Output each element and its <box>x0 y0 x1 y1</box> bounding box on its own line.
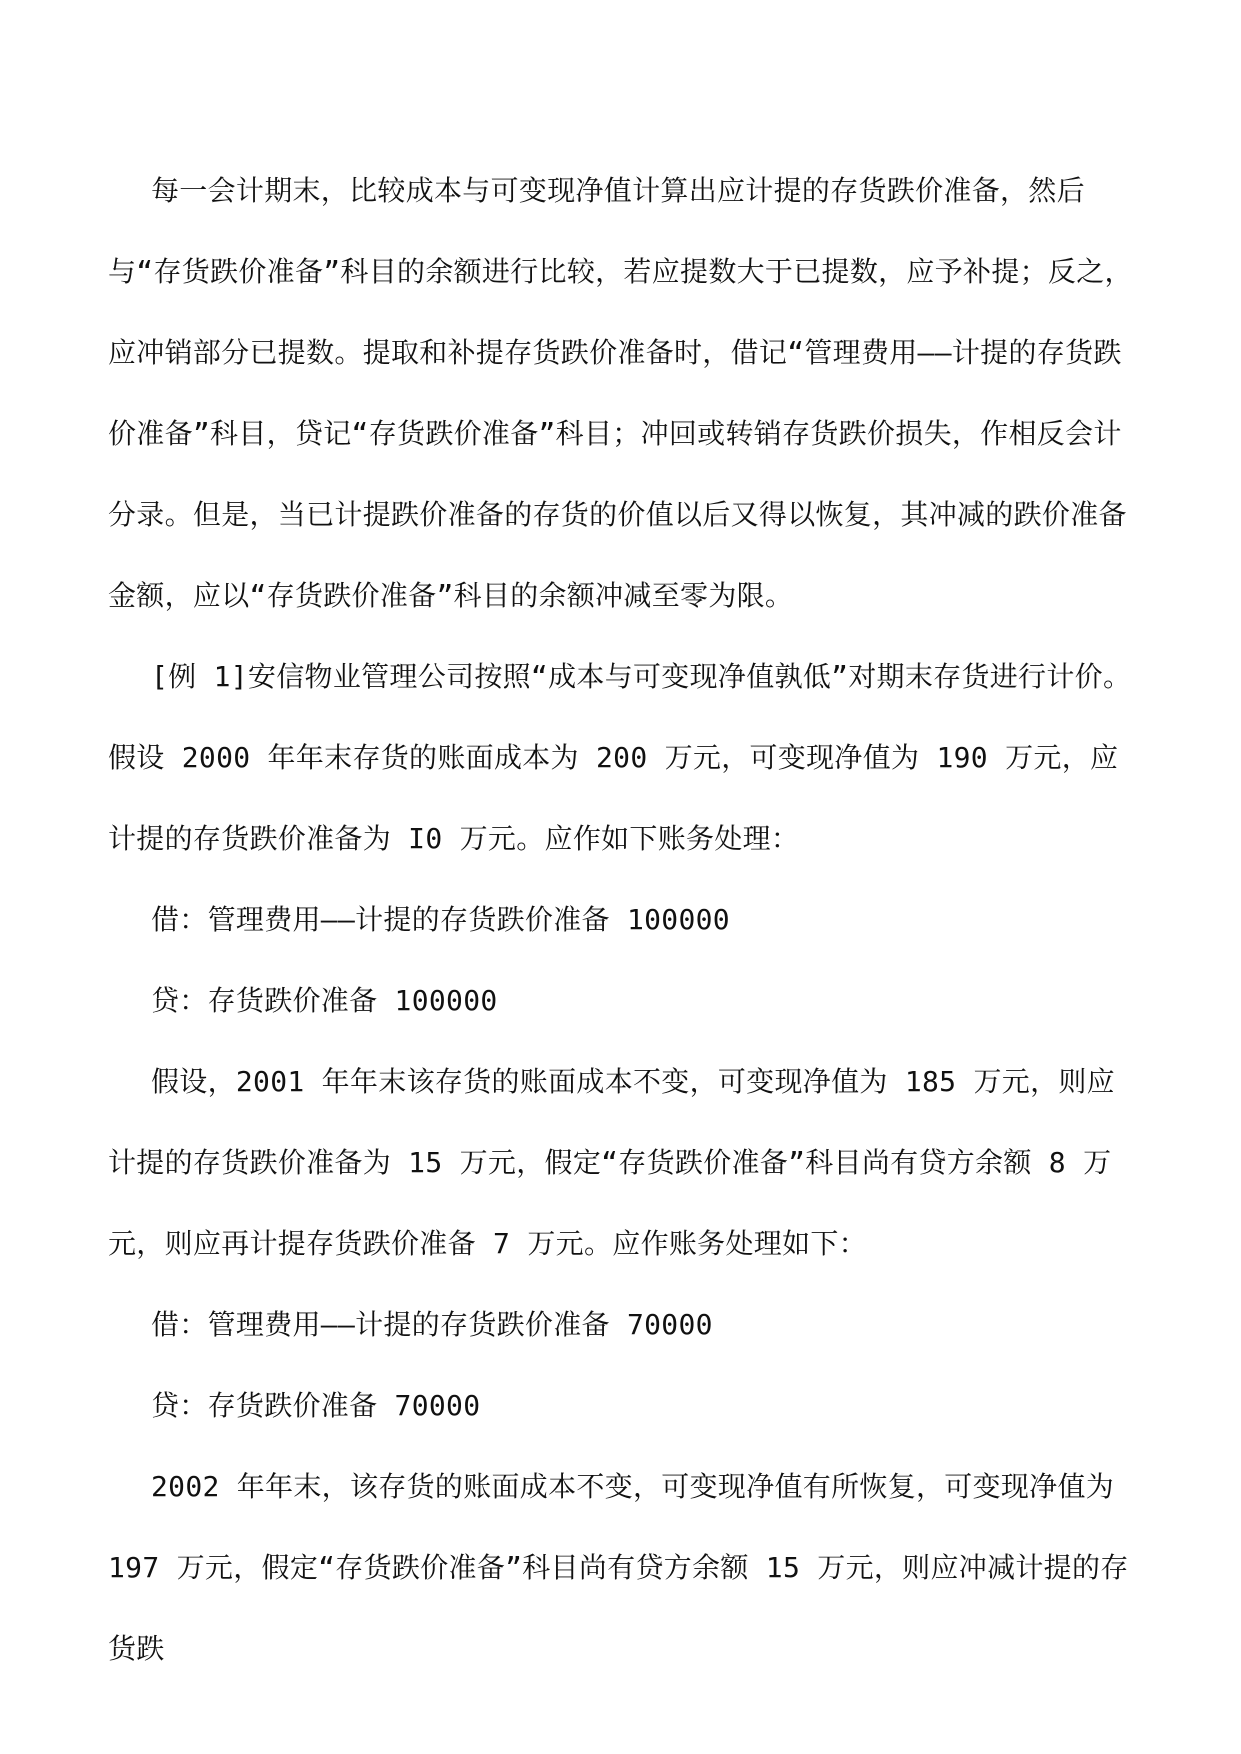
document-body <box>108 150 1140 1689</box>
journal-entry-debit-1: 借：管理费用——计提的存货跌价准备 100000 <box>151 903 730 936</box>
paragraph-inventory-provision-rule: 每一会计期末，比较成本与可变现净值计算出应计提的存货跌价准备，然后与“存货跌价准备”科目的余额进行比较，若应提数大于已提数，应予补提；反之，应冲销部分已提数。提取和补提存货跌价准备时，借记“管理费用——计提的存货跌价准备”科目，贷记“存货跌价准备”科目；冲回或转销存货跌价损失，作相反会计分录。但是，当已计提跌价准备的存货的价值以后又得以恢复，其冲减的跌价准备金额，应以“存货跌价准备”科目的余额冲减至零为限。 <box>108 174 1133 612</box>
journal-entry-credit-1: 贷：存货跌价准备 100000 <box>151 984 498 1017</box>
paragraph-example-1: [例 1]安信物业管理公司按照“成本与可变现净值孰低”对期末存货进行计价。假设 2000 年年末存货的账面成本为 200 万元，可变现净值为 190 万元，应计提的存货跌价准备为 I0 万元。应作如下账务处理： <box>108 660 1132 855</box>
paragraph-2002-recovery: 2002 年年末，该存货的账面成本不变，可变现净值有所恢复，可变现净值为 197 万元，假定“存货跌价准备”科目尚有贷方余额 15 万元，则应冲减计提的存货跌 <box>108 1470 1129 1665</box>
journal-entry-credit-2: 贷：存货跌价准备 70000 <box>151 1389 481 1422</box>
journal-entry-debit-2: 借：管理费用——计提的存货跌价准备 70000 <box>151 1308 713 1341</box>
paragraph-2001-assumption: 假设，2001 年年末该存货的账面成本不变，可变现净值为 185 万元，则应计提的存货跌价准备为 15 万元，假定“存货跌价准备”科目尚有贷方余额 8 万元，则应再计提存货跌价准备 7 万元。应作账务处理如下： <box>108 1065 1115 1260</box>
